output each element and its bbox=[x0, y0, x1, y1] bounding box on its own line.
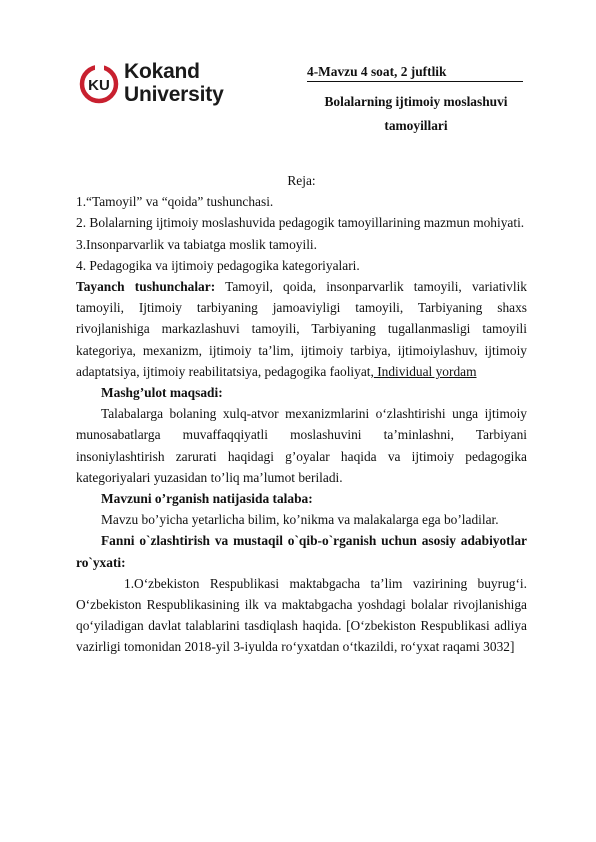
document-body bbox=[76, 170, 527, 658]
svg-text:KU: KU bbox=[88, 77, 110, 94]
goal-text: Talabalarga bolaning xulq-atvor mexanizmlarini o‘zlashtirishi unga ijtimoiy munosabatlarga muvaffaqqiyatli moslashuvini ta’minlashni, Tarbiyani insoniylashtirish zarurati haqidagi g’oyalar haqida va ijtimoiy pedagogika kategoriyalari yuzasidan to’liq ma’lumot beriladi. bbox=[76, 406, 527, 485]
plan-item-4: 4. Pedagogika va ijtimoiy pedagogika kategoriyalari. bbox=[76, 257, 360, 273]
logo-line-1: Kokand bbox=[124, 60, 200, 83]
logo-line-2: University bbox=[124, 83, 224, 106]
key-concepts-label: Tayanch tushunchalar: bbox=[76, 279, 216, 295]
plan-item-2: 2. Bolalarning ijtimoiy moslashuvida pedagogik tamoyillarining mazmun mohiyati. bbox=[76, 215, 525, 231]
key-concepts-tail: Individual yordam bbox=[373, 363, 477, 379]
key-concepts-paragraph bbox=[76, 276, 527, 382]
topic-subtitle: Bolalarning ijtimoiy moslashuvi tamoyillari bbox=[324, 94, 508, 133]
topic-title: 4-Mavzu 4 soat, 2 juftlik bbox=[307, 64, 523, 82]
plan-heading: Reja: bbox=[287, 173, 316, 188]
plan-item-3: 3.Insonparvarlik va tabiatga moslik tamoyili. bbox=[76, 236, 317, 252]
plan-item-1: 1.“Tamoyil” va “qoida” tushunchasi. bbox=[76, 194, 274, 210]
outcome-text: Mavzu bo’yicha yetarlicha bilim, ko’nikma va malakalarga ega bo’ladilar. bbox=[101, 512, 499, 528]
ku-emblem-icon bbox=[78, 63, 120, 105]
key-concepts-text: Tamoyil, qoida, insonparvarlik tamoyili, variativlik tamoyili, Ijtimoiy tarbiyaning jamoaviyligi tamoyili, Tarbiyaning shaxs rivojlanishiga markazlashuvi tamoyili, Tarbiyaning tugallanmasligi tamoyili kategoriya, mexanizm, ijtimoiy ta’lim, ijtimoiy tarbiya, ijtimoiylashuv, ijtimoiy adaptatsiya, ijtimoiy reabilitatsiya, pedagogika faoliyat, bbox=[76, 279, 527, 379]
literature-heading: Fanni o`zlashtirish va mustaqil o`qib-o`rganish uchun asosiy adabiyotlar ro`yxati: bbox=[76, 533, 527, 570]
outcome-heading: Mavzuni o’rganish natijasida talaba: bbox=[101, 491, 313, 507]
kokand-university-logo bbox=[78, 60, 228, 112]
goal-heading: Mashg’ulot maqsadi: bbox=[101, 385, 223, 401]
literature-item-1: 1.O‘zbekiston Respublikasi maktabgacha ta’lim vazirining buyrug‘i. O‘zbekiston Respublikasining ilk va maktabgacha yoshdagi bolalar rivojlanishiga qo‘yiladigan davlat talablarini tasdiqlash haqida. [O‘zbekiston Respublikasi adliya vazirligi tomonidan 2018-yil 3-iyulda ro‘yxatdan o‘tkazildi, ro‘yxat raqami 3032] bbox=[76, 575, 527, 655]
